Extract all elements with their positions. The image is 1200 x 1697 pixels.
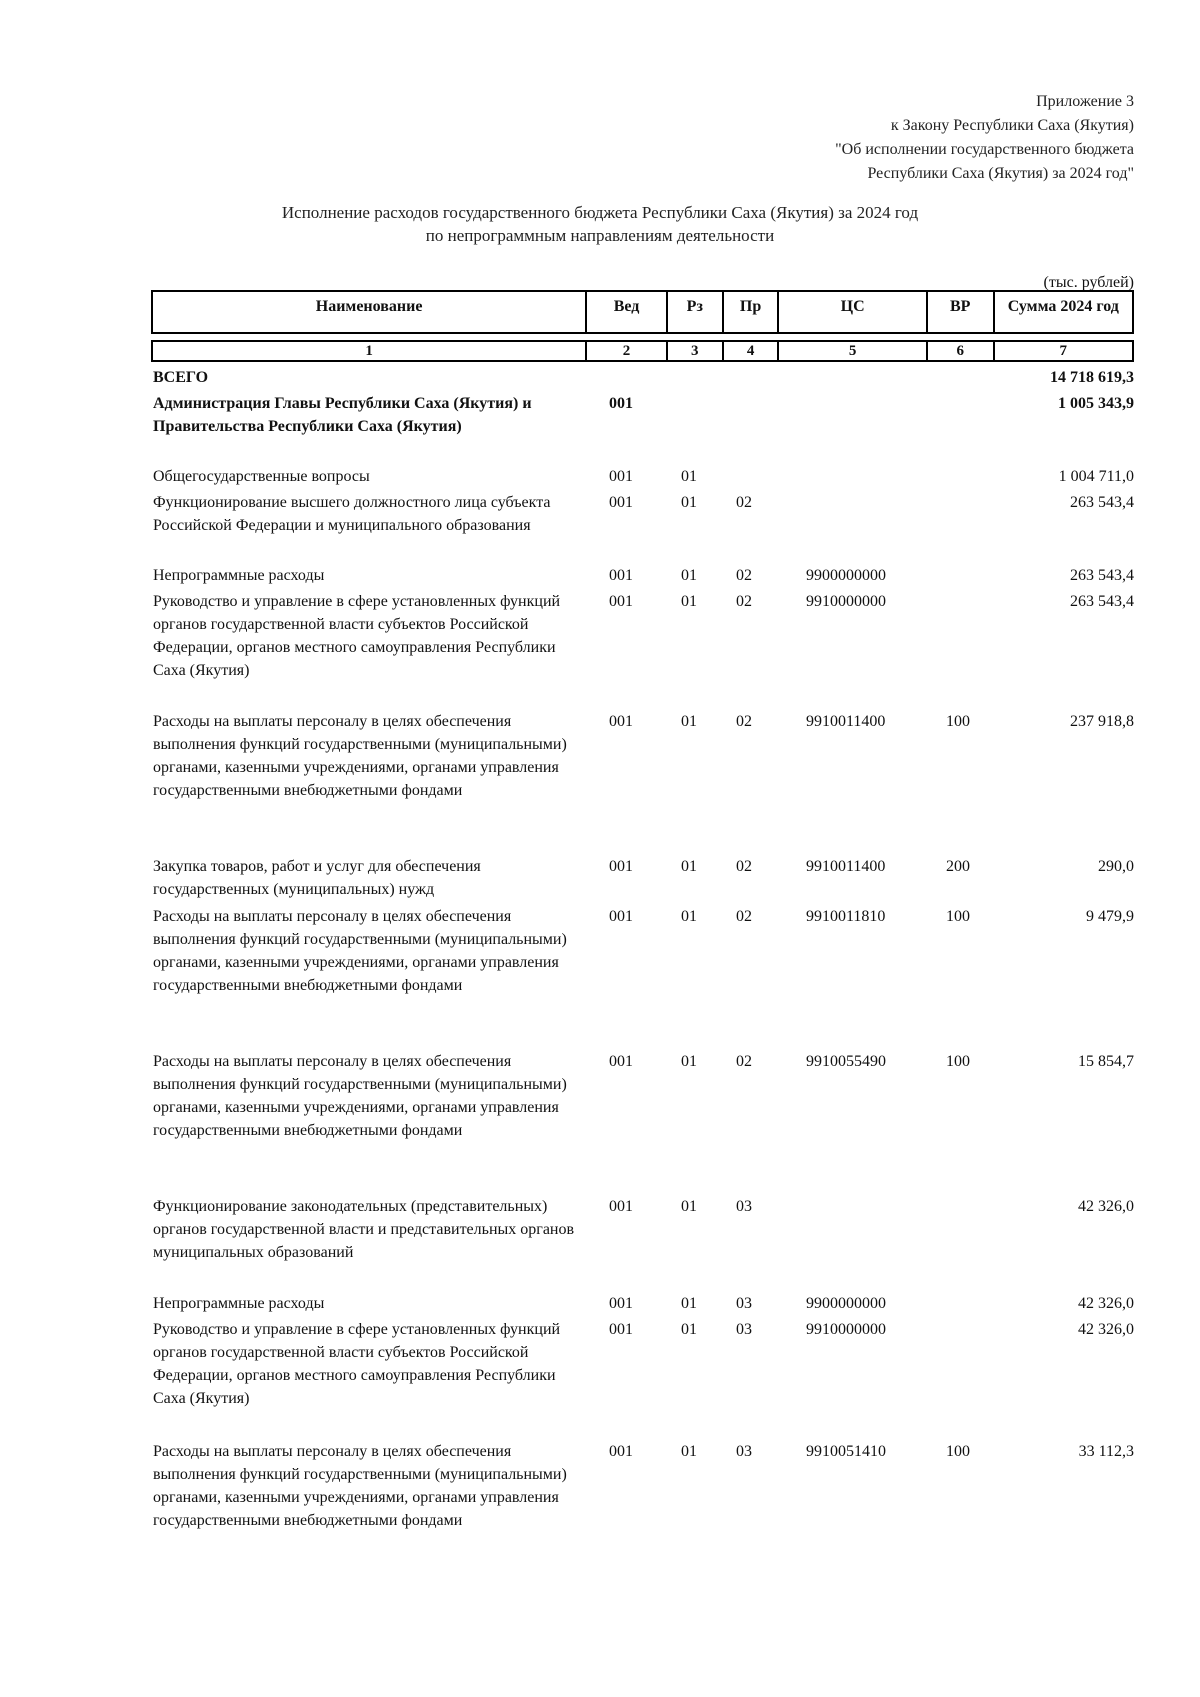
row-sum: 42 326,0 (1078, 1295, 1134, 1312)
row-cs: 9910011810 (806, 908, 886, 925)
row-ved: 001 (609, 908, 633, 925)
row-pr: 02 (736, 567, 752, 584)
row-sum: 15 854,7 (1078, 1053, 1134, 1070)
row-vr: 100 (946, 713, 970, 730)
title-line-2: по непрограммным направлениям деятельности (425, 226, 775, 245)
row-name: Закупка товаров, работ и услуг для обеспечения государственных (муниципальных) нужд (153, 858, 481, 898)
header-vr: ВР (928, 292, 995, 332)
row-sum: 42 326,0 (1078, 1198, 1134, 1215)
row-rz: 01 (681, 567, 697, 584)
row-sum: 263 543,4 (1070, 593, 1134, 610)
row-pr: 02 (736, 494, 752, 511)
row-ved: 001 (609, 468, 633, 485)
appendix-block (835, 90, 1134, 186)
document-title (0, 201, 1200, 247)
row-cs: 9910055490 (806, 1053, 886, 1070)
column-number: 3 (668, 342, 724, 360)
row-ved: 001 (609, 1198, 633, 1215)
row-sum: 237 918,8 (1070, 713, 1134, 730)
row-name: ВСЕГО (153, 369, 209, 386)
row-name: Непрограммные расходы (153, 1295, 325, 1312)
table-header (151, 290, 1134, 334)
row-ved: 001 (609, 713, 633, 730)
row-cs: 9910051410 (806, 1443, 886, 1460)
header-rz: Рз (668, 292, 724, 332)
row-pr: 03 (736, 1198, 752, 1215)
row-ved: 001 (609, 494, 633, 511)
column-numbers-row (151, 340, 1134, 362)
appendix-line-4: Республики Саха (Якутия) за 2024 год" (867, 165, 1134, 182)
row-vr: 100 (946, 1443, 970, 1460)
appendix-line-3: "Об исполнении государственного бюджета (835, 141, 1134, 158)
row-name: Расходы на выплаты персоналу в целях обеспечения выполнения функций государственными (муниципальными) органами, казенными учреждениями, органами управления государственными внебюджетными фондами (153, 908, 567, 994)
row-pr: 02 (736, 908, 752, 925)
row-sum: 42 326,0 (1078, 1321, 1134, 1338)
row-rz: 01 (681, 908, 697, 925)
row-vr: 100 (946, 908, 970, 925)
row-vr: 200 (946, 858, 970, 875)
row-cs: 9900000000 (806, 1295, 886, 1312)
row-sum: 9 479,9 (1086, 908, 1134, 925)
row-pr: 03 (736, 1443, 752, 1460)
row-cs: 9910000000 (806, 593, 886, 610)
row-rz: 01 (681, 1295, 697, 1312)
row-rz: 01 (681, 1321, 697, 1338)
row-sum: 14 718 619,3 (1050, 369, 1134, 386)
row-cs: 9910011400 (806, 858, 886, 875)
column-number: 2 (587, 342, 668, 360)
header-ved: Вед (587, 292, 668, 332)
row-rz: 01 (681, 1198, 697, 1215)
row-rz: 01 (681, 1053, 697, 1070)
row-name: Руководство и управление в сфере установленных функций органов государственной власти субъектов Российской Федерации, органов местного самоуправления Республики Саха (Якутия) (153, 1321, 561, 1407)
column-number: 7 (1059, 343, 1068, 359)
row-pr: 02 (736, 1053, 752, 1070)
row-ved: 001 (609, 1321, 633, 1338)
row-rz: 01 (681, 1443, 697, 1460)
row-ved: 001 (609, 593, 633, 610)
row-pr: 03 (736, 1321, 752, 1338)
row-pr: 02 (736, 858, 752, 875)
row-sum: 263 543,4 (1070, 567, 1134, 584)
row-rz: 01 (681, 494, 697, 511)
row-cs: 9900000000 (806, 567, 886, 584)
row-rz: 01 (681, 468, 697, 485)
row-name: Общегосударственные вопросы (153, 468, 370, 485)
row-name: Непрограммные расходы (153, 567, 325, 584)
row-name: Расходы на выплаты персоналу в целях обеспечения выполнения функций государственными (муниципальными) органами, казенными учреждениями, органами управления государственными внебюджетными фондами (153, 1443, 567, 1529)
row-name: Функционирование высшего должностного лица субъекта Российской Федерации и муниципального образования (153, 494, 551, 534)
column-number: 5 (779, 342, 927, 360)
row-name: Функционирование законодательных (представительных) органов государственной власти и представительных органов муниципальных образований (153, 1198, 575, 1261)
row-ved: 001 (609, 858, 633, 875)
row-pr: 02 (736, 593, 752, 610)
row-sum: 290,0 (1098, 858, 1134, 875)
title-line-1: Исполнение расходов государственного бюджета Республики Саха (Якутия) за 2024 год (281, 203, 919, 222)
row-cs: 9910011400 (806, 713, 886, 730)
column-number: 4 (724, 342, 780, 360)
row-name: Расходы на выплаты персоналу в целях обеспечения выполнения функций государственными (муниципальными) органами, казенными учреждениями, органами управления государственными внебюджетными фондами (153, 1053, 567, 1139)
row-sum: 1 005 343,9 (1058, 395, 1134, 412)
row-pr: 02 (736, 713, 752, 730)
row-rz: 01 (681, 858, 697, 875)
row-sum: 33 112,3 (1078, 1443, 1134, 1460)
column-number: 1 (153, 342, 587, 360)
row-cs: 9910000000 (806, 1321, 886, 1338)
column-number: 6 (928, 342, 995, 360)
row-ved: 001 (609, 1443, 633, 1460)
row-vr: 100 (946, 1053, 970, 1070)
appendix-line-2: к Закону Республики Саха (Якутия) (890, 117, 1134, 134)
units-label: (тыс. рублей) (1043, 274, 1134, 291)
header-cs: ЦС (779, 292, 927, 332)
row-name: Руководство и управление в сфере установленных функций органов государственной власти субъектов Российской Федерации, органов местного самоуправления Республики Саха (Якутия) (153, 593, 561, 679)
row-sum: 1 004 711,0 (1058, 468, 1134, 485)
row-name: Расходы на выплаты персоналу в целях обеспечения выполнения функций государственными (муниципальными) органами, казенными учреждениями, органами управления государственными внебюджетными фондами (153, 713, 567, 799)
header-sum: Сумма 2024 год (1007, 298, 1119, 315)
row-name: Администрация Главы Республики Саха (Якутия) и Правительства Республики Саха (Якутия) (153, 395, 532, 435)
row-pr: 03 (736, 1295, 752, 1312)
row-rz: 01 (681, 713, 697, 730)
appendix-line-1: Приложение 3 (1036, 93, 1134, 110)
header-pr: Пр (724, 292, 780, 332)
row-ved: 001 (609, 1295, 633, 1312)
row-ved: 001 (609, 567, 633, 584)
expenditure-table (151, 290, 1134, 1529)
row-sum: 263 543,4 (1070, 494, 1134, 511)
row-ved: 001 (609, 1053, 633, 1070)
row-ved: 001 (609, 395, 633, 412)
header-name: Наименование (153, 292, 587, 332)
row-rz: 01 (681, 593, 697, 610)
